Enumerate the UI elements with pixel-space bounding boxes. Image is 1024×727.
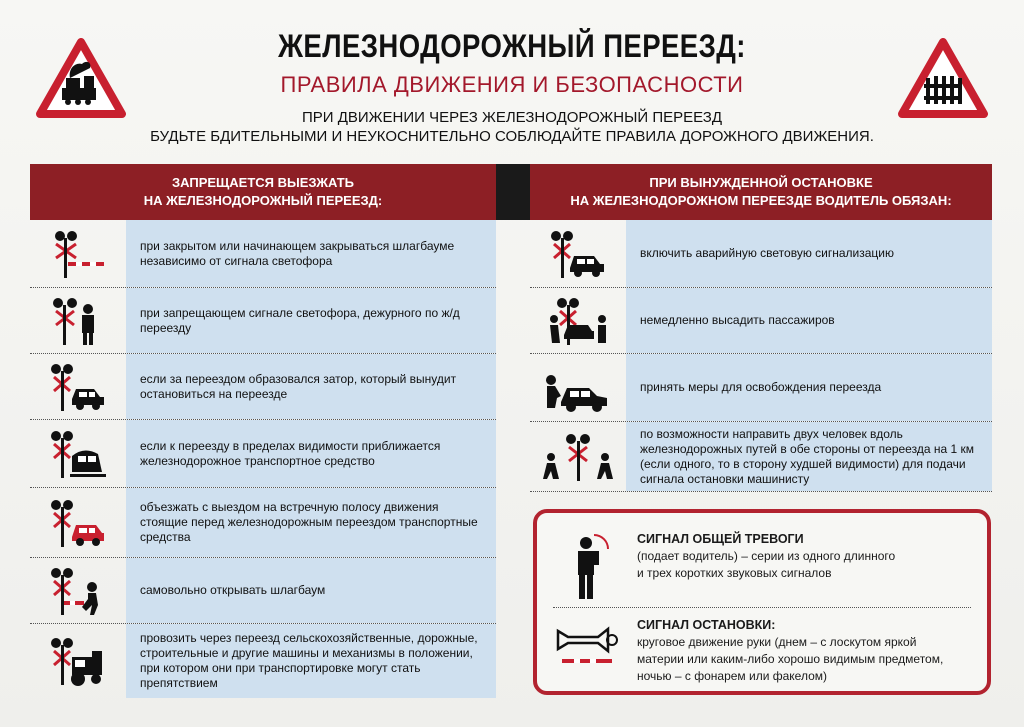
- page-subtitle: ПРАВИЛА ДВИЖЕНИЯ И БЕЗОПАСНОСТИ: [280, 72, 744, 97]
- item-text: если за переездом образовался затор, который вынудит остановиться на переезде: [126, 354, 496, 419]
- list-item: [30, 288, 496, 354]
- traffic-jam-icon: [48, 361, 108, 413]
- item-text: принять меры для освобождения переезда: [626, 354, 992, 421]
- barrier-warning-sign-icon: [898, 38, 988, 118]
- forced-stop-heading-line-2: НА ЖЕЛЕЗНОДОРОЖНОМ ПЕРЕЕЗДЕ ВОДИТЕЛЬ ОБЯЗАН:: [570, 193, 952, 208]
- list-item: [30, 488, 496, 558]
- item-text: самовольно открывать шлагбаум: [126, 558, 496, 623]
- farm-machine-icon: [48, 635, 108, 687]
- intro-text: [120, 108, 904, 146]
- alarm-person-icon: [564, 531, 610, 601]
- list-item: [530, 354, 992, 422]
- stop-signal-title: СИГНАЛ ОСТАНОВКИ:: [637, 618, 776, 632]
- stop-signal-line-2: материи или каким-либо хорошо видимым предметом,: [637, 652, 944, 666]
- item-text: если к переезду в пределах видимости приближается железнодорожное транспортное средство: [126, 420, 496, 487]
- item-text: при запрещающем сигнале светофора, дежурного по ж/д переезду: [126, 288, 496, 353]
- push-car-icon: [543, 362, 613, 414]
- traffic-signal-attendant-icon: [48, 295, 108, 347]
- two-people-signal-icon: [543, 431, 613, 483]
- prohibited-heading-line-2: НА ЖЕЛЕЗНОДОРОЖНЫЙ ПЕРЕЕЗД:: [143, 193, 383, 208]
- intro-line-1: ПРИ ДВИЖЕНИИ ЧЕРЕЗ ЖЕЛЕЗНОДОРОЖНЫЙ ПЕРЕЕЗД: [301, 109, 723, 126]
- hazard-lights-icon: [548, 228, 608, 280]
- general-alarm-line-1: (подает водитель) – серии из одного длинного: [637, 549, 896, 563]
- list-item: [30, 558, 496, 624]
- prohibited-heading-line-1: ЗАПРЕЩАЕТСЯ ВЫЕЗЖАТЬ: [171, 175, 355, 190]
- general-alarm-line-2: и трех коротких звуковых сигналов: [637, 566, 832, 580]
- list-item: [30, 354, 496, 420]
- general-alarm-signal: [537, 531, 987, 601]
- general-alarm-title: СИГНАЛ ОБЩЕЙ ТРЕВОГИ: [637, 532, 804, 546]
- item-text: при закрытом или начинающем закрываться шлагбауме независимо от сигнала светофора: [126, 220, 496, 287]
- prohibited-heading: [30, 164, 496, 220]
- list-item: [530, 288, 992, 354]
- open-barrier-icon: [48, 565, 108, 617]
- item-text: по возможности направить двух человек вдоль железнодорожных путей в обе стороны от переезда на 1 км (если одного, то в сторону худшей видимости) для подачи сигнала остановки машинисту: [626, 422, 992, 491]
- forced-stop-heading-line-1: ПРИ ВЫНУЖДЕННОЙ ОСТАНОВКЕ: [649, 175, 873, 190]
- stop-signal-line-3: ночью – с фонарем или факелом): [637, 669, 828, 683]
- stop-signal: [537, 617, 987, 685]
- item-text: объезжать с выездом на встречную полосу движения стоящие перед железнодорожным переездом транспортные средства: [126, 488, 496, 557]
- prohibited-list: [30, 220, 496, 698]
- item-text: немедленно высадить пассажиров: [626, 288, 992, 353]
- list-item: [530, 422, 992, 492]
- heading-divider: [496, 164, 530, 220]
- list-item: [530, 220, 992, 288]
- signals-panel: [533, 509, 991, 695]
- signals-divider: [553, 607, 971, 608]
- page-title: ЖЕЛЕЗНОДОРОЖНЫЙ ПЕРЕЕЗД:: [278, 28, 746, 64]
- stop-signal-line-1: круговое движение руки (днем – с лоскутом яркой: [637, 635, 917, 649]
- train-warning-sign-icon: [36, 38, 126, 118]
- approaching-train-icon: [48, 428, 108, 480]
- oncoming-lane-icon: [48, 497, 108, 549]
- closing-barrier-icon: [48, 228, 108, 280]
- forced-stop-heading: [530, 164, 992, 220]
- item-text: включить аварийную световую сигнализацию: [626, 220, 992, 287]
- forced-stop-list: [530, 220, 992, 492]
- passengers-exit-icon: [548, 295, 608, 347]
- horn-icon: [554, 617, 620, 673]
- list-item: [30, 420, 496, 488]
- item-text: провозить через переезд сельскохозяйственные, дорожные, строительные и другие машины и механизмы в положении, при котором они при транспортировке могут стать препятствием: [126, 624, 496, 698]
- list-item: [30, 624, 496, 698]
- list-item: [30, 220, 496, 288]
- intro-line-2: БУДЬТЕ БДИТЕЛЬНЫМИ И НЕУКОСНИТЕЛЬНО СОБЛЮДАЙТЕ ПРАВИЛА ДОРОЖНОГО ДВИЖЕНИЯ.: [150, 128, 874, 145]
